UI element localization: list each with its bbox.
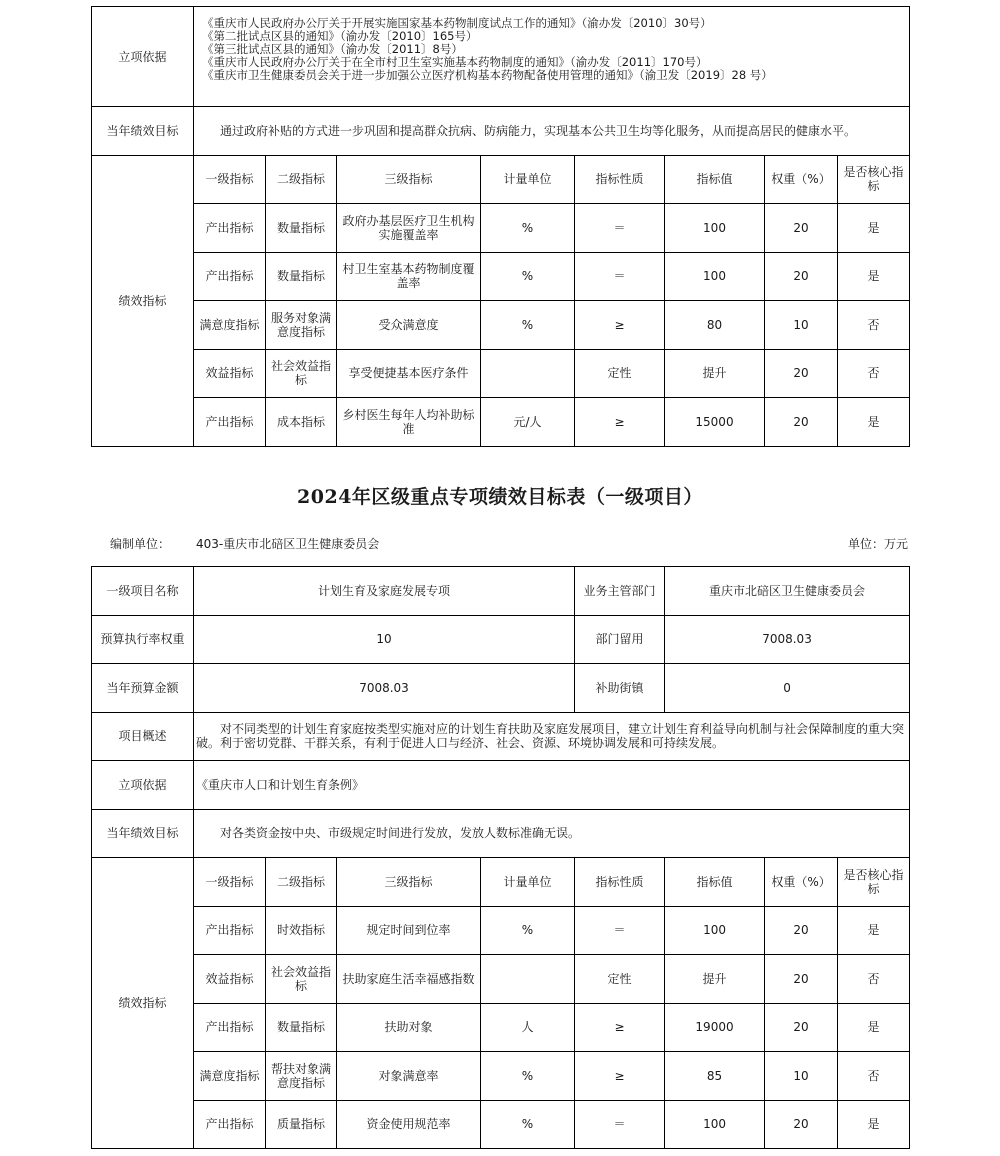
table-row [92, 252, 910, 301]
cell-core: 否 [838, 349, 910, 398]
goal-label: 当年绩效目标 [92, 809, 194, 858]
cell-unit: 人 [481, 1003, 575, 1052]
cell-unit: % [481, 301, 575, 350]
cell-l3: 村卫生室基本药物制度覆盖率 [337, 252, 481, 301]
goal-text: 对各类资金按中央、市级规定时间进行发放，发放人数标准确无误。 [194, 809, 910, 858]
cell-l1: 产出指标 [194, 1100, 266, 1149]
overview-text: 对不同类型的计划生育家庭按类型实施对应的计划生育扶助及家庭发展项目，建立计划生育利益导向机制与社会保障制度的重大突破。利于密切党群、干群关系，有利于促进人口与经济、社会、资源、环境协调发展和可持续发展。 [194, 712, 910, 761]
metrics-header-row [92, 155, 910, 204]
table-row [92, 1100, 910, 1149]
basis-line: 《重庆市卫生健康委员会关于进一步加强公立医疗机构基本药物配备使用管理的通知》（渝卫发〔2019〕28 号） [202, 68, 773, 82]
cell-l2: 时效指标 [266, 906, 337, 955]
cell-unit: % [481, 1052, 575, 1101]
header-l2: 二级指标 [266, 155, 337, 204]
cell-weight: 20 [765, 349, 838, 398]
header-nature: 指标性质 [575, 858, 665, 907]
table-row [92, 906, 910, 955]
cell-unit [481, 349, 575, 398]
cell-value: 100 [665, 1100, 765, 1149]
header-core: 是否核心指标 [838, 155, 910, 204]
cell-weight: 20 [765, 398, 838, 447]
cell-unit: % [481, 1100, 575, 1149]
header-nature: 指标性质 [575, 155, 665, 204]
dept-value: 重庆市北碚区卫生健康委员会 [665, 567, 910, 616]
cell-l3: 受众满意度 [337, 301, 481, 350]
header-value: 指标值 [665, 155, 765, 204]
cell-nature: ≥ [575, 1003, 665, 1052]
table-row [92, 204, 910, 253]
table-row [92, 301, 910, 350]
cell-weight: 20 [765, 955, 838, 1004]
cell-unit [481, 955, 575, 1004]
cell-l2: 数量指标 [266, 1003, 337, 1052]
basis-row [92, 7, 910, 107]
cell-l1: 效益指标 [194, 955, 266, 1004]
cell-nature: ＝ [575, 204, 665, 253]
header-l2: 二级指标 [266, 858, 337, 907]
cell-weight: 20 [765, 204, 838, 253]
unit-info: 单位：万元 [847, 537, 908, 551]
subsidy-label: 补助街镇 [575, 664, 665, 713]
cell-l3: 扶助对象 [337, 1003, 481, 1052]
cell-value: 100 [665, 252, 765, 301]
cell-weight: 20 [765, 1003, 838, 1052]
cell-core: 是 [838, 398, 910, 447]
cell-l3: 资金使用规范率 [337, 1100, 481, 1149]
goal-text: 通过政府补贴的方式进一步巩固和提高群众抗病、防病能力，实现基本公共卫生均等化服务，从而提高居民的健康水平。 [194, 107, 910, 156]
header-core: 是否核心指标 [838, 858, 910, 907]
goal-row [92, 809, 910, 858]
header-value: 指标值 [665, 858, 765, 907]
header-l3: 三级指标 [337, 155, 481, 204]
cell-l2: 成本指标 [266, 398, 337, 447]
cell-nature: 定性 [575, 349, 665, 398]
basis-content [194, 7, 910, 107]
cell-l2: 数量指标 [266, 204, 337, 253]
cell-unit: % [481, 204, 575, 253]
org-info [110, 535, 379, 552]
cell-l3: 政府办基层医疗卫生机构实施覆盖率 [337, 204, 481, 253]
table-row [92, 349, 910, 398]
page-title: 2024年区级重点专项绩效目标表（一级项目） [297, 486, 703, 508]
header-l3: 三级指标 [337, 858, 481, 907]
metrics-label: 绩效指标 [92, 155, 194, 446]
cell-value: 100 [665, 906, 765, 955]
project-name-row [92, 567, 910, 616]
table-row [92, 955, 910, 1004]
cell-l3: 扶助家庭生活幸福感指数 [337, 955, 481, 1004]
basis-line: 《第三批试点区县的通知》（渝办发〔2011〕8号） [202, 42, 463, 56]
basis-line: 《重庆市人民政府办公厅关于开展实施国家基本药物制度试点工作的通知》（渝办发〔2010〕30号） [202, 16, 712, 30]
basis-line: 《第二批试点区县的通知》（渝办发〔2010〕165号） [202, 29, 478, 43]
cell-nature: ＝ [575, 906, 665, 955]
cell-value: 80 [665, 301, 765, 350]
goal-label: 当年绩效目标 [92, 107, 194, 156]
cell-core: 否 [838, 301, 910, 350]
cell-l2: 社会效益指标 [266, 955, 337, 1004]
retained-label: 部门留用 [575, 615, 665, 664]
cell-l1: 满意度指标 [194, 1052, 266, 1101]
goal-row [92, 107, 910, 156]
cell-value: 15000 [665, 398, 765, 447]
cell-l1: 效益指标 [194, 349, 266, 398]
dept-label: 业务主管部门 [575, 567, 665, 616]
cell-core: 否 [838, 1052, 910, 1101]
cell-core: 是 [838, 1100, 910, 1149]
cell-l1: 满意度指标 [194, 301, 266, 350]
exec-weight-label: 预算执行率权重 [92, 615, 194, 664]
cell-nature: ＝ [575, 252, 665, 301]
header-unit: 计量单位 [481, 858, 575, 907]
cell-weight: 20 [765, 252, 838, 301]
budget-label: 当年预算金额 [92, 664, 194, 713]
cell-core: 是 [838, 204, 910, 253]
cell-nature: ＝ [575, 1100, 665, 1149]
performance-table [91, 566, 910, 1149]
cell-value: 提升 [665, 349, 765, 398]
basis-label: 立项依据 [92, 761, 194, 810]
cell-l2: 帮扶对象满意度指标 [266, 1052, 337, 1101]
cell-unit: % [481, 906, 575, 955]
metrics-header-row [92, 858, 910, 907]
budget-row [92, 664, 910, 713]
table-row [92, 1003, 910, 1052]
overview-row [92, 712, 910, 761]
cell-nature: ≥ [575, 398, 665, 447]
exec-weight-row [92, 615, 910, 664]
basis-text: 《重庆市人口和计划生育条例》 [194, 761, 910, 810]
org-label: 编制单位： [110, 537, 171, 551]
cell-value: 100 [665, 204, 765, 253]
cell-l2: 社会效益指标 [266, 349, 337, 398]
header-weight: 权重（%） [765, 155, 838, 204]
overview-label: 项目概述 [92, 712, 194, 761]
cell-unit: 元/人 [481, 398, 575, 447]
cell-nature: ≥ [575, 1052, 665, 1101]
header-l1: 一级指标 [194, 858, 266, 907]
header-weight: 权重（%） [765, 858, 838, 907]
cell-l2: 质量指标 [266, 1100, 337, 1149]
cell-core: 是 [838, 1003, 910, 1052]
org-value: 403-重庆市北碚区卫生健康委员会 [196, 537, 380, 551]
project-name-label: 一级项目名称 [92, 567, 194, 616]
cell-unit: % [481, 252, 575, 301]
cell-l1: 产出指标 [194, 252, 266, 301]
cell-l1: 产出指标 [194, 204, 266, 253]
cell-weight: 10 [765, 1052, 838, 1101]
exec-weight-value: 10 [194, 615, 575, 664]
basis-line: 《重庆市人民政府办公厅关于在全市村卫生室实施基本药物制度的通知》（渝办发〔2011〕170号） [202, 55, 708, 69]
cell-value: 19000 [665, 1003, 765, 1052]
header-l1: 一级指标 [194, 155, 266, 204]
cell-l3: 对象满意率 [337, 1052, 481, 1101]
cell-value: 提升 [665, 955, 765, 1004]
cell-core: 否 [838, 955, 910, 1004]
cell-l1: 产出指标 [194, 398, 266, 447]
cell-l2: 服务对象满意度指标 [266, 301, 337, 350]
cell-weight: 20 [765, 906, 838, 955]
cell-nature: ≥ [575, 301, 665, 350]
header-unit: 计量单位 [481, 155, 575, 204]
retained-value: 7008.03 [665, 615, 910, 664]
cell-l2: 数量指标 [266, 252, 337, 301]
cell-l3: 乡村医生每年人均补助标准 [337, 398, 481, 447]
table-row [92, 398, 910, 447]
table-row [92, 1052, 910, 1101]
cell-l1: 产出指标 [194, 906, 266, 955]
cell-l1: 产出指标 [194, 1003, 266, 1052]
cell-core: 是 [838, 906, 910, 955]
project-name-value: 计划生育及家庭发展专项 [194, 567, 575, 616]
basis-label: 立项依据 [92, 7, 194, 107]
cell-nature: 定性 [575, 955, 665, 1004]
cell-l3: 规定时间到位率 [337, 906, 481, 955]
cell-core: 是 [838, 252, 910, 301]
subsidy-value: 0 [665, 664, 910, 713]
metrics-label: 绩效指标 [92, 858, 194, 1149]
cell-value: 85 [665, 1052, 765, 1101]
budget-value: 7008.03 [194, 664, 575, 713]
basis-row [92, 761, 910, 810]
cell-weight: 20 [765, 1100, 838, 1149]
performance-table-prev [91, 6, 910, 447]
cell-l3: 享受便捷基本医疗条件 [337, 349, 481, 398]
cell-weight: 10 [765, 301, 838, 350]
